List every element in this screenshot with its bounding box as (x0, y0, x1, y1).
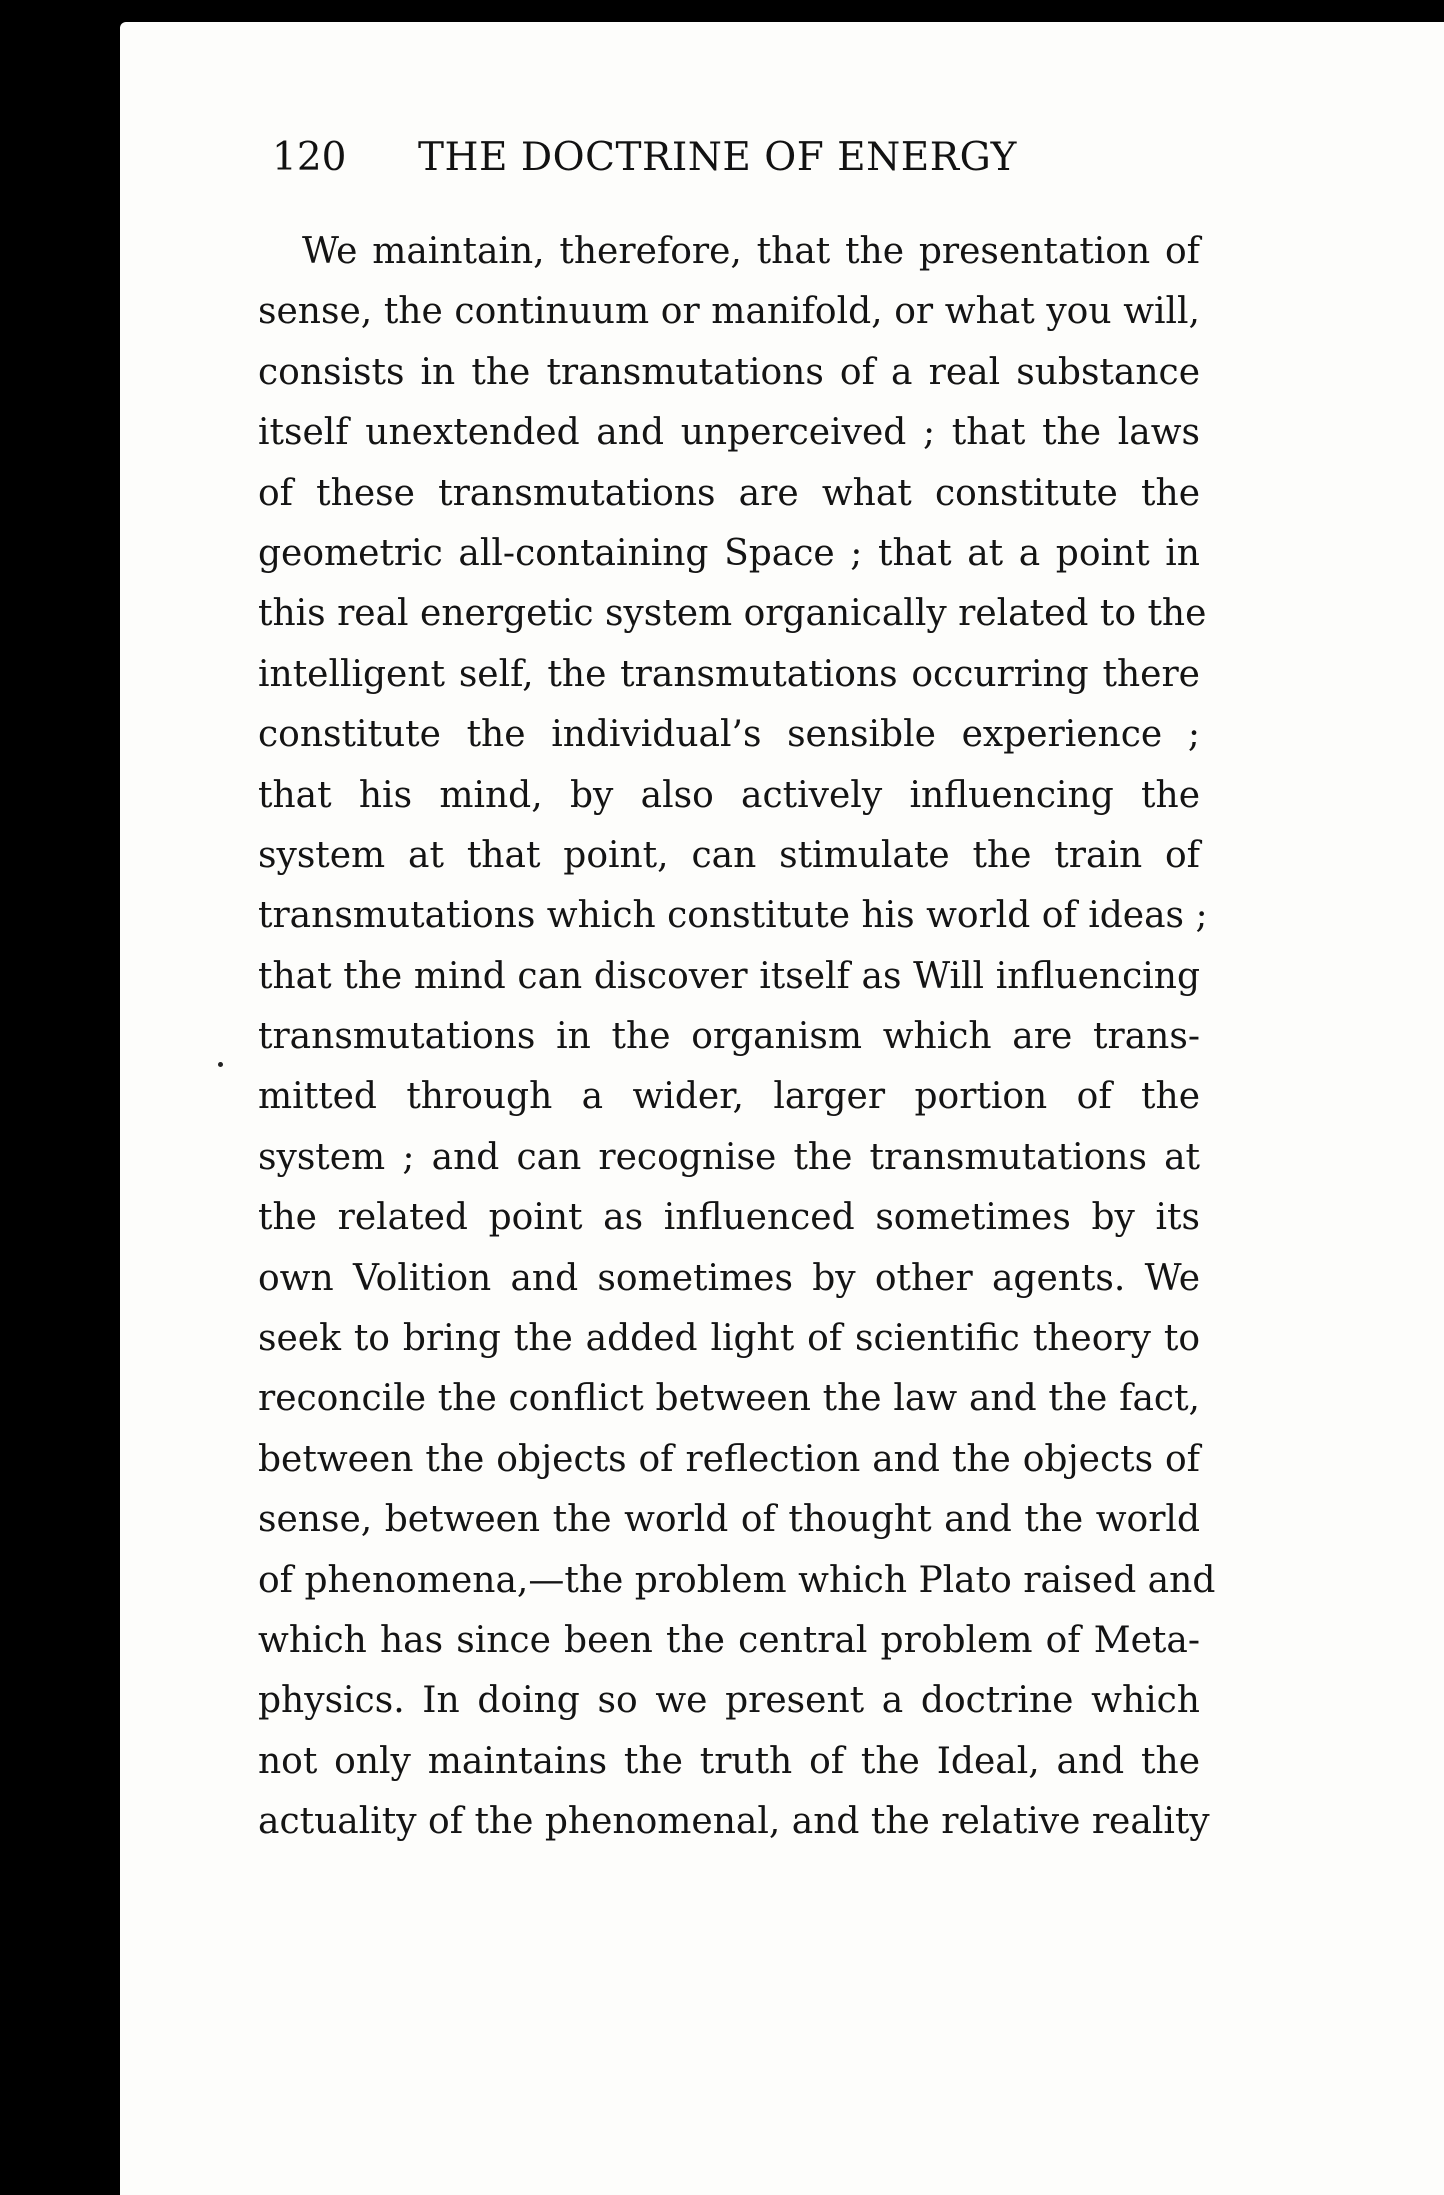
text-line: that the mind can discover itself as Will influencing (258, 955, 1200, 997)
text-line: transmutations in the organism which are trans- (258, 1016, 1200, 1058)
text-line: that his mind, by also actively influencing the (258, 774, 1200, 816)
text-line: of these transmutations are what constitute the (258, 472, 1200, 514)
text-line: mitted through a wider, larger portion of the (258, 1076, 1200, 1118)
text-line: sense, the continuum or manifold, or what you will, (258, 291, 1200, 333)
text-line: reconcile the conflict between the law and the fact, (258, 1378, 1200, 1420)
text-line: this real energetic system organically related to the (258, 593, 1207, 635)
text-line: own Volition and sometimes by other agents. We (258, 1257, 1200, 1299)
text-line: which has since been the central problem of Meta- (258, 1619, 1200, 1661)
text-line: sense, between the world of thought and the world (258, 1499, 1200, 1541)
text-line: geometric all-containing Space ; that at a point in (258, 532, 1200, 574)
text-line: itself unextended and unperceived ; that the laws (258, 412, 1200, 454)
text-line: actuality of the phenomenal, and the relative reality (258, 1801, 1210, 1843)
text-line: the related point as influenced sometimes by its (258, 1197, 1200, 1239)
running-title: THE DOCTRINE OF ENERGY (418, 135, 1017, 180)
text-line: between the objects of reflection and the objects of (258, 1438, 1200, 1480)
text-line: intelligent self, the transmutations occurring there (258, 653, 1200, 695)
text-line: physics. In doing so we present a doctrine which (258, 1680, 1200, 1722)
ink-speck (218, 1062, 223, 1067)
text-line: system at that point, can stimulate the train of (258, 834, 1200, 876)
text-line: of phenomena,—the problem which Plato raised and (258, 1559, 1216, 1601)
text-line: not only maintains the truth of the Ideal, and the (258, 1740, 1200, 1782)
text-line: transmutations which constitute his world of ideas ; (258, 895, 1208, 937)
page-header (272, 135, 1232, 191)
body-paragraph (258, 222, 1216, 1853)
text-line: seek to bring the added light of scientific theory to (258, 1318, 1200, 1360)
page-number: 120 (272, 135, 347, 180)
text-line: constitute the individual’s sensible experience ; (258, 714, 1200, 756)
text-line: consists in the transmutations of a real substance (258, 351, 1200, 393)
text-line: We maintain, therefore, that the presentation of (302, 231, 1200, 272)
text-line: system ; and can recognise the transmutations at (258, 1136, 1200, 1178)
